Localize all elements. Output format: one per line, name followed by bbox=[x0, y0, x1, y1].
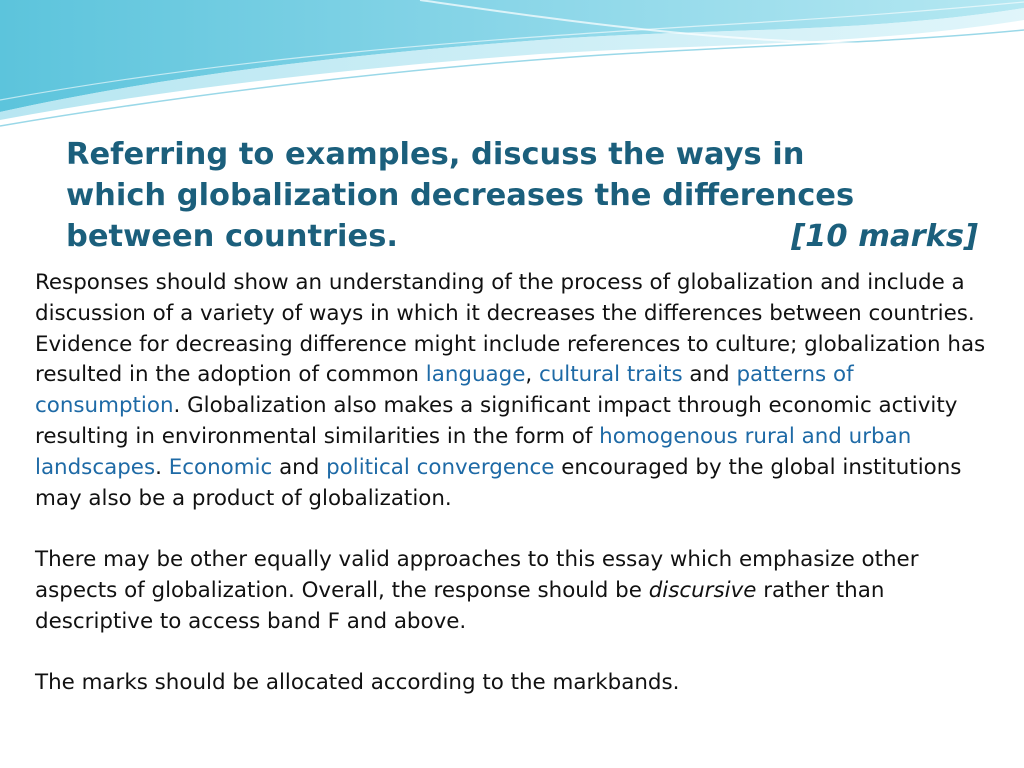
p2-text-2: rather than descriptive to access band F and above. bbox=[35, 577, 885, 634]
p1-text-4: . Globalization also makes a significant impact through economic activity resulting in environmental similarities in the form of bbox=[35, 393, 958, 449]
p1-text-5: . bbox=[155, 454, 169, 480]
paragraph-gap bbox=[35, 638, 1000, 669]
wave-decoration bbox=[0, 0, 1024, 130]
title-line-1: Referring to examples, discuss the ways in bbox=[66, 137, 805, 172]
body-paragraph-3: The marks should be allocated according to the markbands. bbox=[35, 670, 680, 696]
marks-label: [10 marks] bbox=[791, 219, 978, 254]
title-line-2: which globalization decreases the differences bbox=[66, 178, 855, 213]
keyword-cultural-traits: cultural traits bbox=[538, 362, 683, 388]
slide-body bbox=[35, 268, 1000, 699]
p1-text-1: Responses should show an understanding of the process of globalization and include a discussion of a variety of ways in which it decreases the differences between countries. Evidence for decreasing difference might include references to culture; globalization has resulted in the adoption of common bbox=[35, 270, 986, 388]
keyword-patterns-of-consumption: patterns of consumption bbox=[35, 362, 854, 419]
p1-text-2: , bbox=[525, 362, 539, 388]
p1-text-6: and bbox=[272, 454, 327, 480]
emphasis-discursive: discursive bbox=[648, 577, 757, 603]
p2-text-1: There may be other equally valid approaches to this essay which emphasize other aspects of globalization. Overall, the response should be bbox=[35, 547, 919, 603]
p1-text-3: and bbox=[682, 362, 737, 388]
p1-text-7: encouraged by the global institutions may also be a product of globalization. bbox=[35, 454, 962, 511]
slide-title bbox=[66, 134, 986, 257]
keyword-economic: Economic bbox=[168, 454, 273, 480]
body-paragraph-1 bbox=[35, 268, 1000, 514]
title-line-3 bbox=[66, 216, 986, 257]
body-paragraph-2 bbox=[35, 545, 1000, 637]
title-line-3-text: between countries. bbox=[66, 219, 398, 254]
paragraph-gap bbox=[35, 514, 1000, 545]
keyword-homogenous-landscapes: homogenous rural and urban landscapes bbox=[35, 423, 912, 480]
keyword-language: language bbox=[425, 362, 526, 388]
keyword-political-convergence: political convergence bbox=[326, 454, 555, 480]
